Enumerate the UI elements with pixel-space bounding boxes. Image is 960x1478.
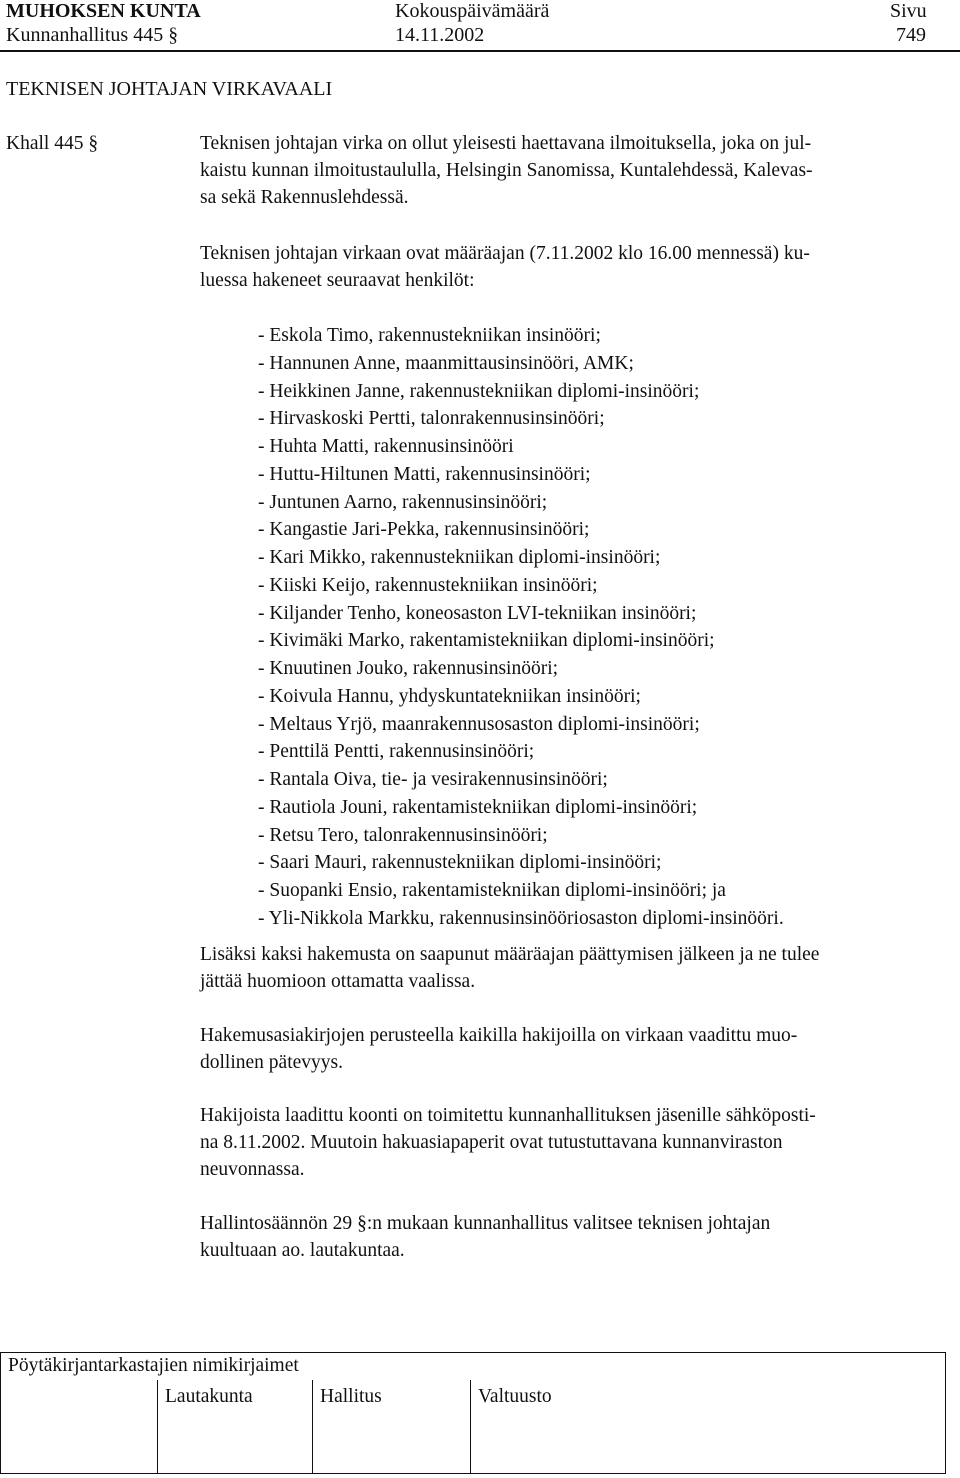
date-label: Kokouspäivämäärä <box>395 0 550 22</box>
list-item: - Penttilä Pentti, rakennusinsinööri; <box>258 741 535 763</box>
paragraph-sign: § <box>168 25 178 46</box>
paragraph-line <box>200 1210 948 1237</box>
paragraph-line: kuultuaan ao. lautakuntaa. <box>200 1240 405 1261</box>
body-name: Kunnanhallitus 445 <box>6 24 164 46</box>
paragraph-line: sa sekä Rakennuslehdessä. <box>200 187 409 208</box>
list-item: - Saari Mauri, rakennustekniikan diplomi-insinööri; <box>258 852 662 874</box>
paragraph-line: Hakijoista laadittu koonti on toimitettu kunnanhallituksen jäsenille sähköposti- <box>200 1105 816 1126</box>
paragraph-line: dollinen pätevyys. <box>200 1052 343 1073</box>
paragraph-late-applications <box>200 941 948 995</box>
signature-label-valtuusto: Valtuusto <box>478 1386 552 1407</box>
rule-reference: Hallintosäännön 29 <box>200 1213 358 1234</box>
list-item: - Kivimäki Marko, rakentamistekniikan diplomi-insinööri; <box>258 630 715 652</box>
paragraph-sign: § <box>357 1213 367 1234</box>
paragraph-line: Hakemusasiakirjojen perusteella kaikilla hakijoilla on virkaan vaadittu muo- <box>200 1025 798 1046</box>
paragraph-line: Teknisen johtajan virka on ollut yleisesti haettavana ilmoituksella, joka on jul- <box>200 133 812 154</box>
meeting-date: 14.11.2002 <box>395 24 485 46</box>
signature-label-lautakunta: Lautakunta <box>165 1386 253 1407</box>
org-name: MUHOKSEN KUNTA <box>6 0 201 22</box>
paragraph-line: kaistu kunnan ilmoitustaululla, Helsingin Sanomissa, Kuntalehdessä, Kalevas- <box>200 160 813 181</box>
list-item: - Retsu Tero, talonrakennusinsinööri; <box>258 824 548 846</box>
paragraph-line: Lisäksi kaksi hakemusta on saapunut määräajan päättymisen jälkeen ja ne tulee <box>200 944 820 965</box>
list-item: - Kiljander Tenho, koneosaston LVI-tekniikan insinööri; <box>258 602 697 624</box>
paragraph-announcement <box>200 130 948 211</box>
paragraph-line: jättää huomioon ottamatta vaalissa. <box>200 971 476 992</box>
meeting-body <box>6 24 178 47</box>
list-item: - Heikkinen Janne, rakennustekniikan diplomi-insinööri; <box>258 380 700 402</box>
list-item: - Huttu-Hiltunen Matti, rakennusinsinööri; <box>258 463 591 485</box>
page-label: Sivu <box>890 0 927 22</box>
paragraph-summary-delivery <box>200 1102 948 1183</box>
list-item: - Hirvaskoski Pertti, talonrakennusinsinööri; <box>258 408 605 430</box>
list-item: - Suopanki Ensio, rakentamistekniikan diplomi-insinööri; ja <box>258 880 726 901</box>
list-item: - Rantala Oiva, tie- ja vesirakennusinsinööri; <box>258 769 608 790</box>
paragraph-line: neuvonnassa. <box>200 1159 305 1180</box>
list-item: - Knuutinen Jouko, rakennusinsinööri; <box>258 658 559 679</box>
list-item: - Rautiola Jouni, rakentamistekniikan diplomi-insinööri; <box>258 796 698 818</box>
list-item: - Meltaus Yrjö, maanrakennusosaston diplomi-insinööri; <box>258 713 700 735</box>
margin-ref-label: Khall 445 <box>6 133 84 154</box>
paragraph-decision-basis <box>200 1210 948 1264</box>
applicant-list <box>258 322 784 933</box>
signature-label-hallitus: Hallitus <box>320 1386 382 1407</box>
paragraph-line: Teknisen johtajan virkaan ovat määräajan (7.11.2002 klo 16.00 mennessä) ku- <box>200 243 810 264</box>
list-item: - Kangastie Jari-Pekka, rakennusinsinööri; <box>258 519 590 541</box>
margin-ref <box>6 133 98 155</box>
paragraph-line: na 8.11.2002. Muutoin hakuasiapaperit ovat tutustuttavana kunnanviraston <box>200 1132 783 1153</box>
page-number: 749 <box>896 24 926 46</box>
list-item: - Hannunen Anne, maanmittausinsinööri, AMK; <box>258 352 634 374</box>
margin-ref-sign: § <box>88 133 99 154</box>
paragraph-qualifications <box>200 1022 948 1076</box>
list-item: - Kiiski Keijo, rakennustekniikan insinööri; <box>258 574 598 596</box>
list-item: - Kari Mikko, rakennustekniikan diplomi-insinööri; <box>258 547 661 568</box>
paragraph-applicants-intro <box>200 240 948 294</box>
paragraph-line: luessa hakeneet seuraavat henkilöt: <box>200 270 475 291</box>
list-item: - Huhta Matti, rakennusinsinööri <box>258 436 514 457</box>
list-item: - Eskola Timo, rakennustekniikan insinööri; <box>258 325 601 346</box>
signature-box-title: Pöytäkirjantarkastajien nimikirjaimet <box>8 1355 299 1376</box>
rule-reference-rest: :n mukaan kunnanhallitus valitsee teknisen johtajan <box>366 1213 771 1234</box>
list-item: - Koivula Hannu, yhdyskuntatekniikan insinööri; <box>258 685 641 707</box>
section-title: TEKNISEN JOHTAJAN VIRKAVAALI <box>6 78 333 100</box>
list-item: - Yli-Nikkola Markku, rakennusinsinööriosaston diplomi-insinööri. <box>258 907 784 929</box>
list-item: - Juntunen Aarno, rakennusinsinööri; <box>258 491 548 513</box>
header-rule <box>0 50 960 52</box>
